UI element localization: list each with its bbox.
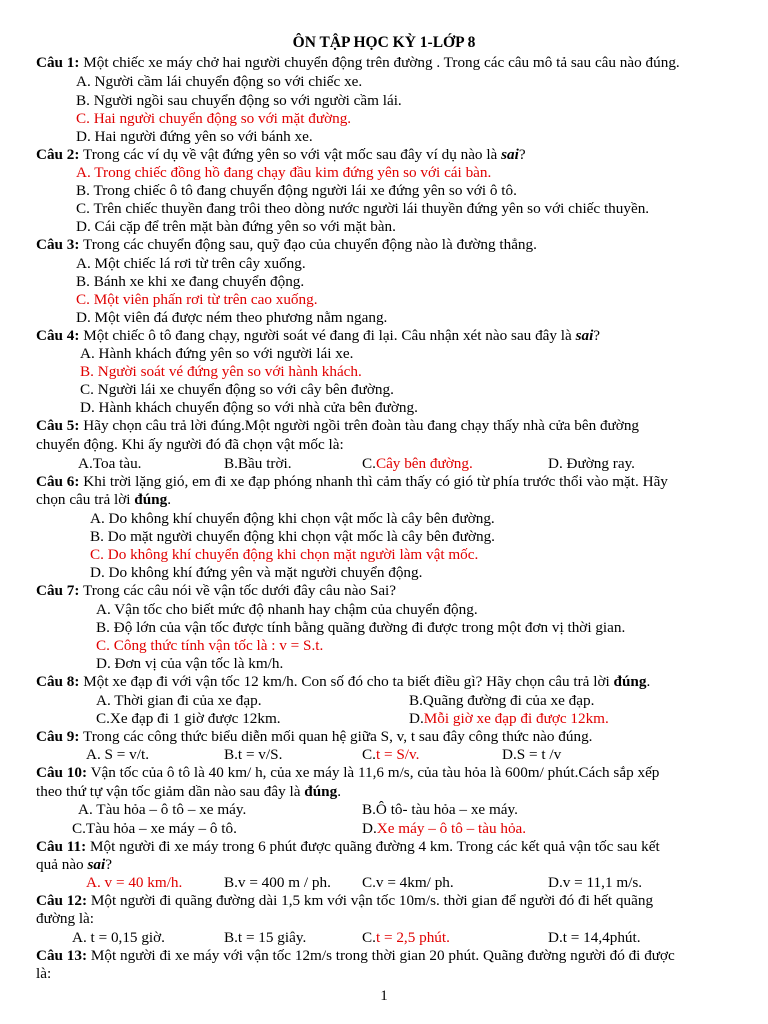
question-text: Khi trời lặng gió, em đi xe đạp phóng nhanh thì cảm thấy có gió từ phía trước thổi vào mặt. Hãy — [79, 473, 668, 490]
option-letter: D. — [409, 710, 424, 727]
question-text-end: . — [337, 783, 341, 800]
question-emphasis: đúng — [134, 491, 168, 508]
question-text: Một người đi quãng đường dài 1,5 km với vận tốc 10m/s. thời gian để người đó đi hết quãng — [87, 892, 654, 909]
question-text: Hãy chọn câu trả lời đúng.Một người ngồi trên đoàn tàu đang chạy thấy nhà cửa bên đường — [79, 417, 640, 434]
q12-option-c — [362, 929, 450, 947]
question-text-end: ? — [105, 856, 112, 873]
q3-option-b: B. Bánh xe khi xe đang chuyển động. — [76, 273, 305, 290]
question-label: Câu 2: — [36, 146, 80, 163]
question-text: theo thứ tự vận tốc giảm dần nào sau đây là — [36, 783, 305, 800]
question-text: Vận tốc của ô tô là 40 km/ h, của xe máy là 11,6 m/s, của tàu hỏa là 600m/ phút.Cách sắp xếp — [87, 764, 660, 781]
question-12 — [36, 892, 653, 910]
question-11 — [36, 838, 660, 856]
q9-option-a: A. S = v/t. — [86, 746, 149, 763]
question-label: Câu 13: — [36, 947, 88, 964]
question-text-end: . — [167, 491, 172, 508]
option-letter: C. — [362, 929, 376, 946]
q6-option-d: D. Do không khí đứng yên và mặt người chuyển động. — [90, 564, 423, 581]
q7-option-d: D. Đơn vị của vận tốc là km/h. — [96, 655, 284, 672]
question-11-cont — [36, 856, 112, 874]
question-text: Một chiếc ô tô đang chạy, người soát vé đang đi lại. Câu nhận xét nào sau đây là — [79, 327, 576, 344]
question-text: Một xe đạp đi với vận tốc 12 km/h. Con số đó cho ta biết điều gì? Hãy chọn câu trả lời — [79, 673, 614, 690]
q1-option-b: B. Người ngồi sau chuyển động so với người cầm lái. — [76, 92, 402, 109]
page-number: 1 — [380, 988, 388, 1004]
q7-option-a: A. Vận tốc cho biết mức độ nhanh hay chậm của chuyển động. — [96, 601, 478, 618]
question-12-cont: đường là: — [36, 910, 95, 927]
q11-option-a-answer: A. v = 40 km/h. — [86, 874, 183, 891]
question-label: Câu 9: — [36, 728, 80, 745]
q10-option-a: A. Tàu hỏa – ô tô – xe máy. — [78, 801, 247, 818]
option-letter: C. — [362, 746, 376, 763]
option-letter: C. — [362, 455, 376, 472]
q8-option-a: A. Thời gian đi của xe đạp. — [96, 692, 262, 709]
option-answer-text: t = 2,5 phút. — [375, 929, 450, 946]
question-1 — [36, 54, 680, 72]
q1-option-a: A. Người cầm lái chuyển động so với chiếc xe. — [76, 73, 363, 90]
question-label: Câu 8: — [36, 673, 80, 690]
q5-option-c — [362, 455, 473, 473]
question-4 — [36, 327, 600, 345]
question-10-cont — [36, 783, 341, 801]
question-3 — [36, 236, 537, 254]
q6-option-c-answer: C. Do không khí chuyển động khi chọn mặt người làm vật mốc. — [90, 546, 479, 563]
q2-option-d: D. Cái cặp để trên mặt bàn đứng yên so với mặt bàn. — [76, 218, 396, 235]
q5-option-a: A.Toa tàu. — [78, 455, 142, 472]
question-label: Câu 6: — [36, 473, 80, 490]
q9-option-b: B.t = v/S. — [224, 746, 283, 763]
option-answer-text: t = S/v. — [375, 746, 420, 763]
question-6-cont — [36, 491, 171, 509]
question-10 — [36, 764, 659, 782]
q3-option-a: A. Một chiếc lá rơi từ trên cây xuống. — [76, 255, 306, 272]
question-8 — [36, 673, 650, 691]
q9-option-d: D.S = t /v — [502, 746, 562, 763]
q5-option-d: D. Đường ray. — [548, 455, 635, 472]
q11-option-c: C.v = 4km/ ph. — [362, 874, 454, 891]
q12-option-d: D.t = 14,4phút. — [548, 929, 641, 946]
question-label: Câu 10: — [36, 764, 88, 781]
question-label: Câu 3: — [36, 236, 80, 253]
q10-option-d — [362, 820, 526, 838]
option-answer-text: Cây bên đường. — [375, 455, 473, 472]
q1-option-c-answer: C. Hai người chuyển động so với mặt đường. — [76, 110, 352, 127]
question-emphasis: sai — [575, 327, 594, 344]
q7-option-c-answer: C. Công thức tính vận tốc là : v = S.t. — [96, 637, 324, 654]
question-label: Câu 7: — [36, 582, 80, 599]
q11-option-b: B.v = 400 m / ph. — [224, 874, 331, 891]
option-answer-text: Mỗi giờ xe đạp đi được 12km. — [423, 710, 609, 727]
question-text: Trong các công thức biểu diễn mối quan hệ giữa S, v, t sau đây công thức nào đúng. — [79, 728, 593, 745]
question-label: Câu 11: — [36, 838, 87, 855]
q4-option-c: C. Người lái xe chuyển động so với cây bên đường. — [80, 381, 394, 398]
question-emphasis: sai — [87, 856, 106, 873]
q2-option-a-answer: A. Trong chiếc đồng hồ đang chạy đầu kim đứng yên so với cái bàn. — [76, 164, 492, 181]
q5-option-b: B.Bầu trời. — [224, 455, 292, 472]
question-text-end: ? — [518, 146, 526, 163]
q2-option-c: C. Trên chiếc thuyền đang trôi theo dòng nước người lái thuyền đứng yên so với chiếc thuyền. — [76, 200, 650, 217]
option-letter: D. — [362, 820, 377, 837]
q6-option-b: B. Do mặt người chuyển động khi chọn vật mốc là cây bên đường. — [90, 528, 495, 545]
q12-option-a: A. t = 0,15 giờ. — [72, 929, 165, 946]
question-text-end: ? — [593, 327, 601, 344]
question-label: Câu 4: — [36, 327, 80, 344]
question-6 — [36, 473, 668, 491]
option-answer-text: Xe máy – ô tô – tàu hỏa. — [376, 820, 527, 837]
q7-option-b: B. Độ lớn của vận tốc được tính bằng quãng đường đi được trong một đơn vị thời gian. — [96, 619, 626, 636]
question-13 — [36, 947, 675, 965]
question-emphasis: đúng — [613, 673, 647, 690]
question-text-end: . — [646, 673, 651, 690]
question-text: Trong các ví dụ về vật đứng yên so với vật mốc sau đây ví dụ nào là — [79, 146, 502, 163]
q3-option-d: D. Một viên đá được ném theo phương nằm ngang. — [76, 309, 388, 326]
question-emphasis: sai — [501, 146, 519, 163]
q4-option-a: A. Hành khách đứng yên so với người lái xe. — [80, 345, 354, 362]
q9-option-c — [362, 746, 419, 764]
question-label: Câu 1: — [36, 54, 80, 71]
q4-option-d: D. Hành khách chuyển động so với nhà cửa bên đường. — [80, 399, 418, 416]
q11-option-d: D.v = 11,1 m/s. — [548, 874, 643, 891]
question-7 — [36, 582, 396, 600]
question-text: Một chiếc xe máy chở hai người chuyển động trên đường . Trong các câu mô tả sau câu nào đúng. — [79, 54, 680, 71]
q3-option-c-answer: C. Một viên phấn rơi từ trên cao xuống. — [76, 291, 318, 308]
question-5 — [36, 417, 639, 435]
q8-option-d — [409, 710, 609, 728]
question-text: Một người đi xe máy với vận tốc 12m/s trong thời gian 20 phút. Quãng đường người đó đi được — [87, 947, 675, 964]
q1-option-d: D. Hai người đứng yên so với bánh xe. — [76, 128, 313, 145]
question-emphasis: đúng — [304, 783, 338, 800]
question-text: Trong các chuyển động sau, quỹ đạo của chuyển động nào là đường thẳng. — [79, 236, 537, 253]
q10-option-b: B.Ô tô- tàu hỏa – xe máy. — [362, 801, 518, 818]
q12-option-b: B.t = 15 giây. — [224, 929, 307, 946]
q4-option-b-answer: B. Người soát vé đứng yên so với hành khách. — [80, 363, 362, 380]
question-label: Câu 5: — [36, 417, 80, 434]
q8-option-b: B.Quãng đường đi của xe đạp. — [409, 692, 595, 709]
question-text: Một người đi xe máy trong 6 phút được quãng đường 4 km. Trong các kết quả vận tốc sau kết — [86, 838, 660, 855]
q6-option-a: A. Do không khí chuyển động khi chọn vật mốc là cây bên đường. — [90, 510, 495, 527]
q8-option-c: C.Xe đạp đi 1 giờ được 12km. — [96, 710, 281, 727]
page-title: ÔN TẬP HỌC KỲ 1-LỚP 8 — [292, 34, 476, 51]
question-text: chọn câu trả lời — [36, 491, 135, 508]
question-5-cont: chuyển động. Khi ấy người đó đã chọn vật mốc là: — [36, 436, 344, 453]
question-9 — [36, 728, 592, 746]
question-13-cont: là: — [36, 965, 52, 982]
q2-option-b: B. Trong chiếc ô tô đang chuyển động người lái xe đứng yên so với ô tô. — [76, 182, 517, 199]
question-text: Trong các câu nói về vận tốc dưới đây câu nào Sai? — [79, 582, 397, 599]
q10-option-c: C.Tàu hỏa – xe máy – ô tô. — [72, 820, 237, 837]
question-label: Câu 12: — [36, 892, 88, 909]
question-2 — [36, 146, 526, 164]
question-text: quả nào — [36, 856, 88, 873]
